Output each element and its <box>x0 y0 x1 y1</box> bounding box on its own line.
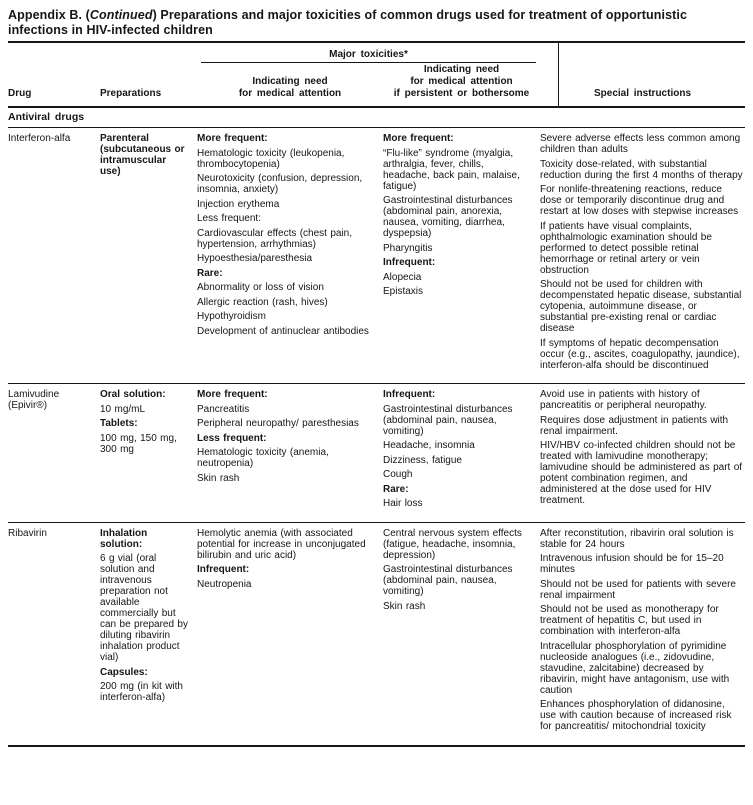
table-row-lamivudine <box>8 384 745 523</box>
major-toxicities-group-cell <box>197 43 540 64</box>
special-instruction-item: Intravenous infusion should be for 15–20 minutes <box>540 553 724 575</box>
toxicity-item: Hypoesthesia/paresthesia <box>197 253 313 264</box>
toxicity-item: Injection erythema <box>197 198 280 210</box>
toxicity-item: More frequent: <box>197 389 268 400</box>
toxicity-item: Rare: <box>383 483 409 495</box>
toxicity-item: Headache, insomnia <box>383 440 475 451</box>
toxicities-persistent-cell <box>383 133 540 374</box>
preparation-item: 10 mg/mL <box>100 403 146 415</box>
toxicity-item: Cardiovascular effects (chest pain, hypertension, arrhythmias) <box>197 227 353 250</box>
toxicity-item: Cough <box>383 469 413 480</box>
special-instruction-item: Should not be used for children with decompenstated hepatic disease, substantial cytopenia, autoimmune disease, or substantial pre-existing renal or cardiac disease <box>540 279 742 334</box>
special-instruction-item: Toxicity dose-related, with substantial reduction during the first 4 months of therapy <box>540 158 743 181</box>
special-instruction-item: Should not be used as monotherapy for treatment of hepatitis C, but used in combination with interferon-alfa <box>540 604 719 637</box>
special-instructions-cell <box>540 528 745 736</box>
toxicity-item: Hemolytic anemia (with associated potential for increase in unconjugated bilirubin and uric acid) <box>197 527 366 561</box>
column-header-preparations: Preparations <box>100 88 162 99</box>
toxicity-item: Neurotoxicity (confusion, depression, insomnia, anxiety) <box>197 173 363 195</box>
special-instruction-item: Avoid use in patients with history of pancreatitis or peripheral neuropathy. <box>540 389 707 411</box>
special-instruction-item: After reconstitution, ribavirin oral solution is stable for 24 hours <box>540 527 734 550</box>
text-line: if persistent or bothersome <box>393 88 530 99</box>
toxicities-medical-attention-cell <box>197 133 383 374</box>
drug-name-cell <box>8 133 100 374</box>
special-instructions-cell <box>540 133 745 374</box>
preparation-item: 200 mg (in kit with interferon-alfa) <box>100 681 183 703</box>
drug-name-line: Interferon-alfa <box>8 133 71 144</box>
text-line: Indicating need <box>423 64 500 75</box>
preparation-item: 6 g vial (oral solution and intravenous preparation not available commercially but can be prepared by diluting ribavirin inhalation product vial) <box>100 553 188 663</box>
preparations-cell <box>100 389 197 513</box>
toxicity-item: Abnormality or loss of vision <box>197 282 324 293</box>
toxicity-item: “Flu-like” syndrome (myalgia, arthralgia, fever, chills, headache, back pain, malaise, fatigue) <box>383 147 520 192</box>
toxicity-item: Hair loss <box>383 498 423 509</box>
page-title <box>8 8 745 38</box>
major-toxicities-label: Major toxicities* <box>201 43 536 63</box>
toxicity-item: Pharyngitis <box>383 242 433 254</box>
drug-name-cell <box>8 528 100 736</box>
special-instruction-item: Intracellular phosphorylation of pyrimidine nucleoside analogues (i.e., zidovudine, stavudine, zalcitabine) decreased by ribavirin, might have antagonism, use with caution <box>540 640 730 696</box>
toxicity-item: Dizziness, fatigue <box>383 454 462 466</box>
special-instructions-cell <box>540 389 745 513</box>
table-header <box>8 41 745 108</box>
toxicity-item: Infrequent: <box>197 564 250 575</box>
special-instruction-item: HIV/HBV co-infected children should not be treated with lamivudine monotherapy; lamivudine should be administered as part of potent combination regimen, and administered at the dose used for HIV treatment. <box>540 440 743 506</box>
toxicity-item: Alopecia <box>383 271 422 283</box>
preparation-item: Parenteral (subcutaneous or intramuscular use) <box>100 133 185 177</box>
toxicity-item: Pancreatitis <box>197 403 250 415</box>
special-instruction-item: Severe adverse effects less common among children than adults <box>540 133 741 155</box>
section-header-antiviral-drugs: Antiviral drugs <box>8 108 745 128</box>
toxicity-item: Infrequent: <box>383 257 436 268</box>
special-instruction-item: Should not be used for patients with severe renal impairment <box>540 578 736 601</box>
toxicity-item: Peripheral neuropathy/ paresthesias <box>197 418 359 429</box>
toxicity-item: Allergic reaction (rash, hives) <box>197 296 328 308</box>
toxicity-item: Skin rash <box>383 600 426 612</box>
toxicity-item: Less frequent: <box>197 432 267 444</box>
drug-name-line: Lamivudine <box>8 389 60 400</box>
table-row-ribavirin <box>8 523 745 747</box>
toxicity-item: More frequent: <box>383 133 454 144</box>
column-header-persistent-bothersome <box>383 64 540 106</box>
toxicity-item: Gastrointestinal disturbances (abdominal pain, anorexia, nausea, vomiting, diarrhea, dyspepsia) <box>383 195 513 239</box>
toxicity-item: Hypothyroidism <box>197 311 266 322</box>
toxicity-item: Skin rash <box>197 472 240 484</box>
text-line: for medical attention <box>238 88 342 99</box>
table-row-interferon-alfa <box>8 128 745 384</box>
column-header-special-instructions: Special instructions <box>593 88 692 99</box>
toxicities-persistent-cell <box>383 528 540 736</box>
header-vertical-divider <box>558 43 559 106</box>
toxicity-item: Central nervous system effects (fatigue, headache, insomnia, depression) <box>383 527 522 561</box>
title-continued: Continued <box>89 8 153 22</box>
special-instruction-item: If symptoms of hepatic decompensation occur (e.g., ascites, coagulopathy, jaundice), interferon-alfa should be discontinued <box>540 337 740 371</box>
toxicity-item: Neutropenia <box>197 578 252 590</box>
drug-name-line: Ribavirin <box>8 527 47 539</box>
toxicities-medical-attention-cell <box>197 389 383 513</box>
toxicity-item: Infrequent: <box>383 389 436 400</box>
toxicity-item: More frequent: <box>197 133 268 144</box>
drug-name-cell <box>8 389 100 513</box>
preparations-cell <box>100 528 197 736</box>
preparation-item: Capsules: <box>100 666 148 678</box>
toxicity-item: Hematologic toxicity (leukopenia, thrombocytopenia) <box>197 147 345 170</box>
text-line: for medical attention <box>410 76 513 87</box>
toxicity-item: Development of antinuclear antibodies <box>197 325 369 337</box>
column-header-drug: Drug <box>8 88 32 99</box>
toxicity-item: Epistaxis <box>383 286 424 297</box>
preparation-item: Tablets: <box>100 418 138 429</box>
title-prefix: Appendix B. ( <box>8 8 90 22</box>
preparations-cell <box>100 133 197 374</box>
special-instruction-item: If patients have visual complaints, ophthalmologic examination should be performed to detect possible retinal hemorrhage or retinal artery or vein obstruction <box>540 220 712 276</box>
special-instruction-item: For nonlife-threatening reactions, reduce dose or temporarily discontinue drug and restart at low doses with stepwise increases <box>540 184 739 217</box>
toxicity-item: Gastrointestinal disturbances (abdominal pain, nausea, vomiting) <box>383 403 513 437</box>
special-instruction-item: Requires dose adjustment in patients with renal impairment. <box>540 414 729 437</box>
text-line: Indicating need <box>252 76 328 87</box>
drug-name-line: (Epivir®) <box>8 400 48 411</box>
toxicity-item: Gastrointestinal disturbances (abdominal pain, nausea, vomiting) <box>383 564 513 597</box>
toxicities-medical-attention-cell <box>197 528 383 736</box>
title-suffix: ) Preparations and major toxicities of common drugs used for treatment of opportunistic infections in HIV-infected children <box>8 8 688 37</box>
preparation-item: Oral solution: <box>100 389 166 400</box>
toxicity-item: Less frequent: <box>197 213 261 224</box>
preparation-item: 100 mg, 150 mg, 300 mg <box>100 432 177 455</box>
toxicity-item: Hematologic toxicity (anemia, neutropenia) <box>197 447 329 469</box>
toxicities-persistent-cell <box>383 389 540 513</box>
preparation-item: Inhalation solution: <box>100 527 148 550</box>
toxicity-item: Rare: <box>197 267 223 279</box>
column-header-indicating-need <box>197 76 383 106</box>
special-instruction-item: Enhances phosphorylation of didanosine, use with caution because of increased risk for pancreatitis/ mitochondrial toxicity <box>540 699 732 732</box>
